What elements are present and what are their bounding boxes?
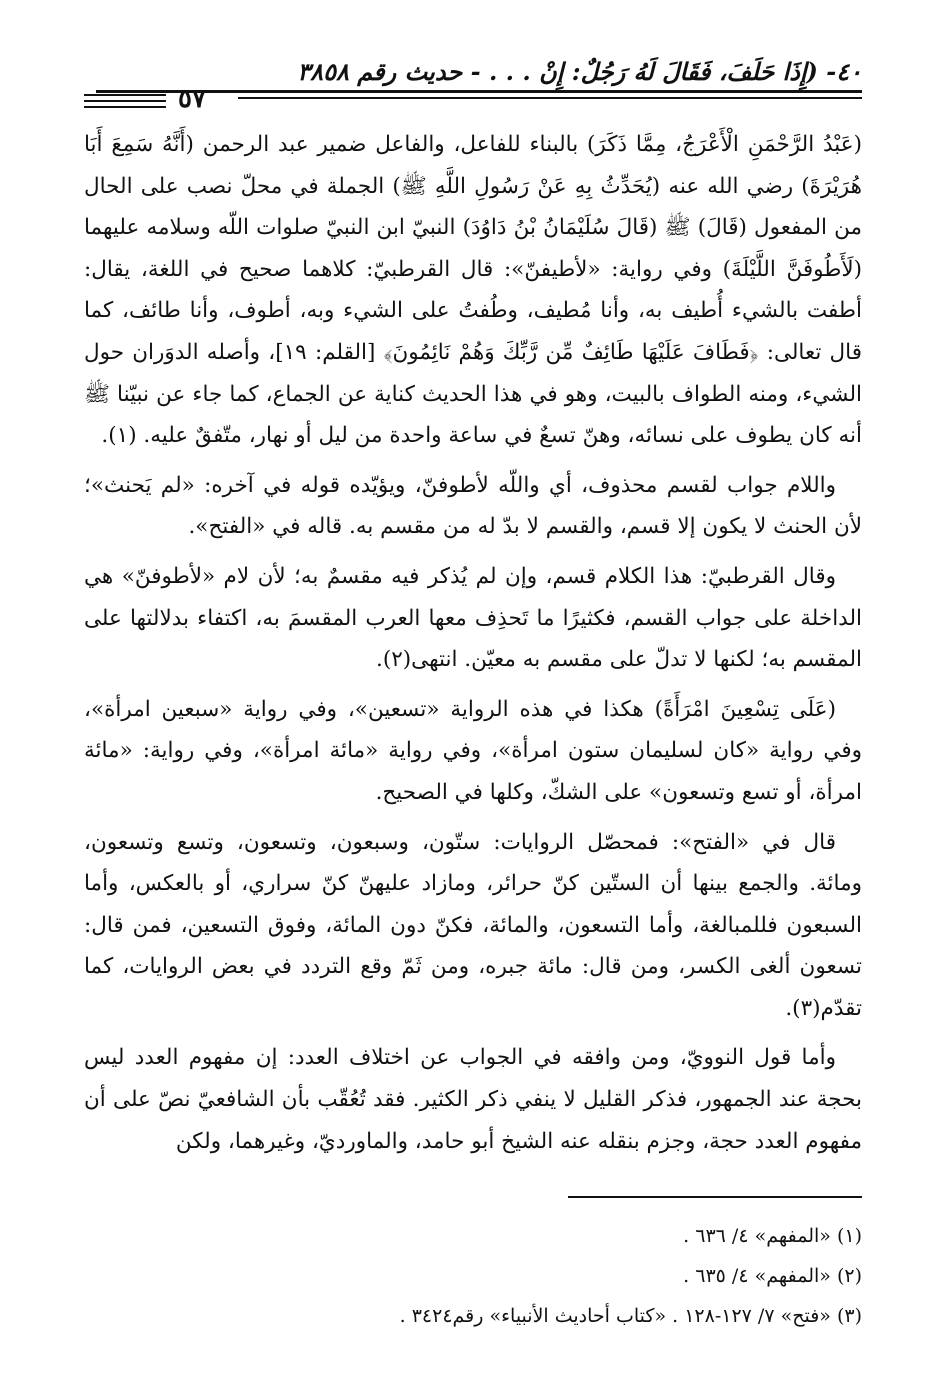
- paragraph-1: (عَبْدُ الرَّحْمَنِ الْأَعْرَجُ، مِمَّا ذَكَرَ) بالبناء للفاعل، والفاعل ضمير عبد الرحمن (أَنَّهُ سَمِعَ أَبَا هُرَيْرَةَ) رضي الله عنه (يُحَدِّثُ بِهِ عَنْ رَسُولِ اللَّهِ ﷺ) الجملة في محلّ نصب على الحال من المفعول (قَالَ) ﷺ (قَالَ سُلَيْمَانُ بْنُ دَاوُدَ) النبيّ ابن النبيّ صلوات اللّه وسلامه عليهما (لَأَطُوفَنَّ اللَّيْلَةَ) وفي رواية: «لأطيفنّ»: قال القرطبيّ: كلاهما صحيح في اللغة، يقال: أطفت بالشيء أُطيف به، وأنا مُطيف، وطُفتُ على الشيء وبه، أطوف، وأنا طائف، كما قال تعالى: ﴿فَطَافَ عَلَيْهَا طَائِفٌ مِّن رَّبِّكَ وَهُمْ نَائِمُونَ﴾ [القلم: ١٩]، وأصله الدوَران حول الشيء، ومنه الطواف بالبيت، وهو في هذا الحديث كناية عن الجماع، كما جاء عن نبيّنا ﷺ أنه كان يطوف على نسائه، وهنّ تسعٌ في ساعة واحدة من ليل أو نهار، متّفقٌ عليه. (١).: [84, 132, 863, 449]
- paragraph-4: (عَلَى تِسْعِينَ امْرَأَةً) هكذا في هذه الرواية «تسعين»، وفي رواية «سبعين امرأة»، وفي رواية «كان لسليمان ستون امرأة»، وفي رواية «مائة امرأة»، وفي رواية: «مائة امرأة، أو تسع وتسعون» على الشكّ، وكلها في الصحيح.: [84, 696, 862, 805]
- footnote-3: (٣) «فتح» ٧/ ١٢٧-١٢٨ . «كتاب أحاديث الأنبياء» رقم٣٤٢٤ .: [399, 1305, 862, 1327]
- footnote-2: (٢) «المفهم» ٤/ ٦٣٥ .: [683, 1265, 862, 1287]
- page-number-rule-2: [84, 100, 166, 102]
- paragraph-5: قال في «الفتح»: فمحصّل الروايات: ستّون، وسبعون، وتسعون، وتسع وتسعون، ومائة. والجمع بينها أن الستّين كنّ حرائر، ومازاد عليهنّ كنّ سراري، أو بالعكس، وأما السبعون فللمبالغة، وأما التسعون، والمائة، فكنّ دون المائة، وفوق التسعين، فمن قال: تسعون ألغى الكسر، ومن قال: مائة جبره، ومن ثَمّ وقع التردد في بعض الروايات، كما تقدّم(٣).: [84, 829, 862, 1021]
- header-title: ٤٠- (إِذَا حَلَفَ، فَقَالَ لَهُ رَجُلٌ: إِنْ . . . - حديث رقم ٣٨٥٨: [297, 56, 862, 86]
- page-number: ٥٧: [178, 84, 206, 114]
- page-number-rule-1: [84, 94, 166, 96]
- page-number-rule-3: [84, 106, 166, 108]
- footnotes: [84, 1216, 862, 1336]
- header-rule-bottom: [238, 97, 862, 99]
- main-text: [84, 124, 862, 1162]
- footnote-separator: [568, 1196, 862, 1198]
- footnote-1: (١) «المفهم» ٤/ ٦٣٦ .: [683, 1225, 862, 1247]
- paragraph-2: واللام جواب لقسم محذوف، أي واللّه لأطوفنّ، ويؤيّده قوله في آخره: «لم يَحنث»؛ لأن الحنث لا يكون إلا قسم، والقسم لا بدّ له من مقسم به. قاله في «الفتح».: [84, 472, 862, 540]
- header-rule-top: [96, 90, 862, 93]
- paragraph-3: وقال القرطبيّ: هذا الكلام قسم، وإن لم يُذكر فيه مقسمٌ به؛ لأن لام «لأطوفنّ» هي الداخلة على جواب القسم، فكثيرًا ما تَحذِف معها العرب المقسمَ به، اكتفاء بدلالتها على المقسم به؛ لكنها لا تدلّ على مقسم به معيّن. انتهى(٢).: [84, 563, 862, 673]
- paragraph-6: وأما قول النوويّ، ومن وافقه في الجواب عن اختلاف العدد: إن مفهوم العدد ليس بحجة عند الجمهور، فذكر القليل لا ينفي ذكر الكثير. فقد تُعُقّب بأن الشافعيّ نصّ على أن مفهوم العدد حجة، وجزم بنقله عنه الشيخ أبو حامد، والماورديّ، وغيرهما، ولكن: [84, 1045, 862, 1154]
